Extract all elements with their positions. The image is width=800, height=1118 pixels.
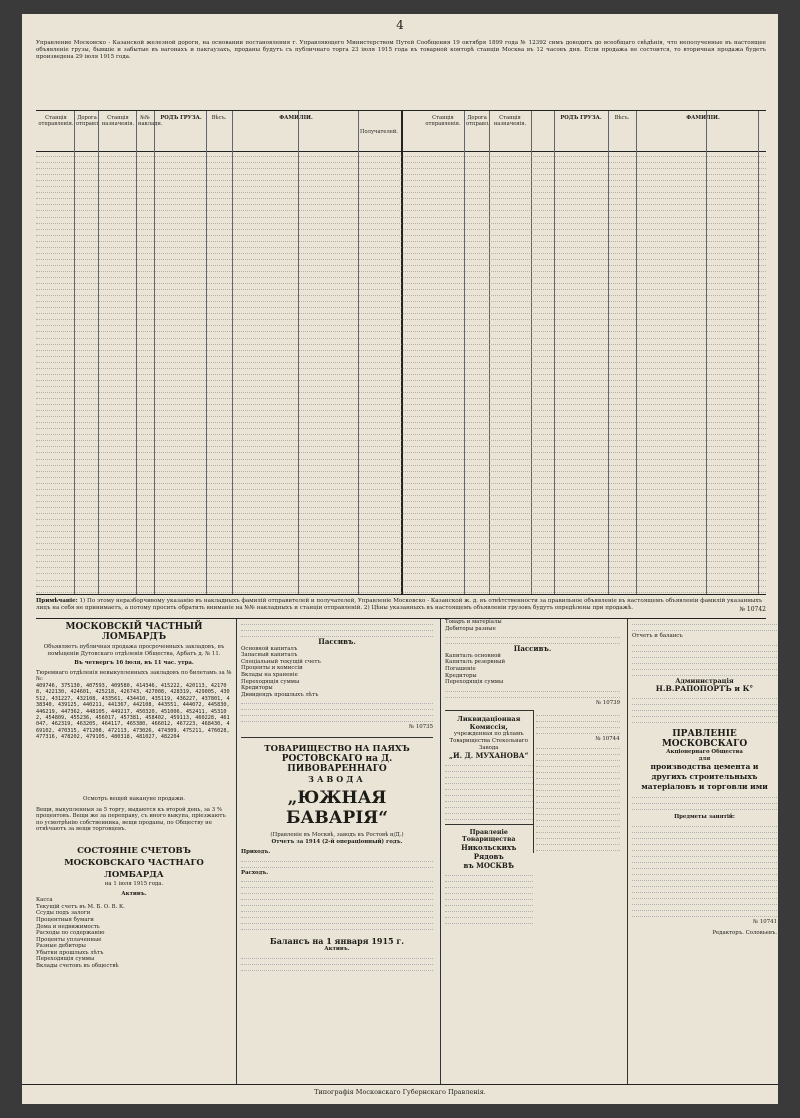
table-row: [36, 335, 766, 339]
table-row: [36, 516, 766, 520]
c3-number2: № 10744: [595, 736, 620, 743]
table-row: [36, 189, 766, 193]
board-word: для: [698, 755, 711, 762]
company-title: ТОВАРИЩЕСТВО НА ПАЯХЪ: [264, 743, 410, 754]
table-row: [36, 449, 766, 453]
expense-heading: Расходъ.: [241, 869, 269, 876]
table-row: [36, 292, 766, 296]
table-row: [36, 583, 766, 587]
items-title: Предметы занятій:: [674, 814, 735, 821]
company-address: (Правленіе въ Москвѣ, заводъ въ Ростовѣ н/Д.): [270, 831, 404, 838]
partner-name: Никольскихъ Рядовъ: [461, 843, 517, 862]
table-row: [36, 577, 766, 581]
c4-number: № 10741: [753, 918, 777, 925]
table-row: [36, 159, 766, 163]
editor: Редакторъ. Соловьевъ.: [712, 929, 777, 936]
balance-title: Балансъ на 1 января 1915 г.: [269, 936, 405, 947]
board-text: производства цемента и другихъ строительныхъ матеріаловъ и торговли ими: [641, 762, 768, 792]
statement-date: на 1 іюля 1915 года.: [104, 880, 164, 887]
c3-passiv-lines: Капиталъ основной Капиталъ резервный Погашеніе Кредиторы Переходящія суммы: [445, 652, 506, 686]
table-row: [36, 474, 766, 478]
lombard-inspection: Осмотръ вещей накануне продажи.: [83, 795, 185, 802]
header-names-left: ФАМИЛІИ.: [279, 115, 313, 121]
board-sub: Акціонернаго Общества: [666, 749, 743, 756]
liq-body: учрежденная по дѣламъ Товарищества Стекольнаго Завода: [449, 731, 528, 751]
table-row: [36, 322, 766, 326]
company-sub: РОСТОВСКАГО на Д. ПИВОВАРЕННАГО: [281, 753, 393, 774]
c3-number: № 10739: [596, 699, 620, 706]
table-row: [36, 250, 766, 254]
table-row: [36, 383, 766, 387]
header-road-right: Дорога отправл.: [466, 115, 490, 127]
table-row: [36, 244, 766, 248]
bottom-section: [36, 618, 777, 1085]
table-row: [36, 171, 766, 175]
table-row: [36, 425, 766, 429]
table-row: [36, 462, 766, 466]
table-row: [36, 540, 766, 544]
c3-top-lines: Товаръ и матеріалы Дебиторы разные: [445, 619, 502, 632]
header-road-left: Дорога отправл.: [76, 115, 100, 127]
table-row: [36, 195, 766, 199]
liq-name: „И. Д. МУХАНОВА“: [448, 751, 529, 761]
table-row: [36, 280, 766, 284]
table-row: [36, 504, 766, 508]
header-dest-right: Станція назначенія.: [493, 115, 527, 127]
statement-title: СОСТОЯНІЕ СЧЕТОВЪ МОСКОВСКАГО ЧАСТНАГО ЛОМБАРДА: [64, 845, 204, 880]
table-row: [36, 274, 766, 278]
table-row: [36, 328, 766, 332]
c4-top: Отчетъ и балансъ: [632, 633, 683, 639]
passiv-lines: Основной капиталъ Запасный капиталъ Спеціальный текущій счетъ Проценты и комиссіи Вклады на храненіе Переходящія суммы Кредиторы Дивидендъ прошлыхъ лѣтъ: [241, 645, 321, 698]
company-name: „ЮЖНАЯ БАВАРІЯ“: [285, 787, 389, 828]
table-rows: [36, 153, 766, 592]
table-row: [36, 395, 766, 399]
table-row: [36, 389, 766, 393]
table-row: [36, 558, 766, 562]
table-row: [36, 298, 766, 302]
column-mukhanov: [440, 619, 624, 1085]
table-row: [36, 564, 766, 568]
table-row: [36, 498, 766, 502]
table-row: [36, 528, 766, 532]
unclaimed-goods-table: [36, 110, 766, 595]
lombard-terms: Вещи, выкупленныя за 5 торгу, выдаются къ второй день, за 3 % процентовъ. Вещи же за переправу, съ иного выкупа, пріезжаютъ по усмотрѣнію собственника, вещи проданы, по Обществу не отвѣчаютъ за вещи торговцевъ.: [36, 806, 226, 833]
bavaria-number: № 10735: [409, 724, 433, 731]
header-weight-left: Вѣсъ.: [211, 115, 227, 121]
table-row: [36, 510, 766, 514]
table-row: [36, 437, 766, 441]
table-row: [36, 226, 766, 230]
passiv-heading: Пассивъ.: [318, 637, 356, 646]
header-names-right: ФАМИЛІИ.: [686, 115, 720, 121]
column-lombard: [36, 619, 232, 1085]
table-row: [36, 207, 766, 211]
table-row: [36, 177, 766, 181]
table-row: [36, 413, 766, 417]
table-row: [36, 365, 766, 369]
printer-footer: Типографія Московскаго Губернскаго Правленія.: [22, 1084, 778, 1096]
lombard-date: Въ четвергъ 16 іюля, въ 11 час. утра.: [74, 660, 194, 667]
announcement-intro: Управление Московско - Казанской железной дороги, на основании постановления г. Управляющего Министерством Путей Сообщения 19 октября 1899 года № 12392 симъ доводить до всеобщаго свѣдѣнія, что неполученные въ настоящее объявленiе грузы, бывшіе и забытые въ вагонахъ и пакгаузахъ, проданы будутъ съ публичнаго торга 23 іюля 1915 года въ товарной конторѣ станціи Москва въ 12 часовъ дня. Если продажа не состоится, то вторичная продажа будетъ произведена 29 іюля 1915 года.: [36, 40, 766, 60]
column-bavaria: [236, 619, 437, 1085]
c3-passiv: Пассивъ.: [513, 644, 552, 654]
company-report: Отчетъ за 1914 (2-й операціонный) годъ.: [271, 838, 403, 845]
header-recipient-left: Получателей.: [360, 129, 398, 135]
table-row: [36, 443, 766, 447]
table-row: [36, 419, 766, 423]
lombard-subtitle: Объявляетъ публичная продажа просроченныхъ закладовъ, въ помѣщеніи Дутовскаго отдѣленія Общества, Арбатъ д. № 11.: [43, 644, 225, 657]
table-row: [36, 401, 766, 405]
statement-aktiv: Активъ.: [121, 890, 147, 897]
table-row: [36, 353, 766, 357]
header-station-left: Станція отправленія.: [38, 115, 74, 127]
table-row: [36, 468, 766, 472]
board-title: ПРАВЛЕНІЕ МОСКОВСКАГО: [661, 729, 748, 750]
table-row: [36, 552, 766, 556]
table-row: [36, 183, 766, 187]
table-row: [36, 359, 766, 363]
company-word: ЗАВОДА: [308, 773, 366, 784]
income-heading: Приходъ.: [241, 849, 271, 856]
table-row: [36, 286, 766, 290]
table-row: [36, 304, 766, 308]
table-row: [36, 262, 766, 266]
adm-title: Администрація: [675, 676, 734, 685]
lombard-lead: Тюремнаго отдѣленія невыкупленныхъ закладовъ по билетамъ за №№:: [36, 669, 232, 683]
table-row: [36, 232, 766, 236]
table-row: [36, 347, 766, 351]
statement-lines: Касса Текущій счетъ въ М. Б. О. В. К. Ссуды подъ залоги Процентныя бумаги Дома и недвижимость Расходы по содержанію Проценты уплаченные Разные дебиторы Убытки прошлыхъ лѣтъ Переходящія суммы Вклады счетовъ въ обществѣ: [36, 897, 125, 970]
table-row: [36, 220, 766, 224]
lombard-title: МОСКОВСКІЙ ЧАСТНЫЙ ЛОМБАРДЪ: [65, 622, 203, 642]
table-row: [36, 165, 766, 169]
table-row: [36, 214, 766, 218]
balance-aktiv: Активъ.: [324, 946, 350, 953]
table-row: [36, 431, 766, 435]
table-row: [36, 589, 766, 593]
header-num-left: №№ накладн.: [138, 115, 163, 127]
table-row: [36, 371, 766, 375]
table-note: Примѣчаніе: 1) По этому неразборчивому указанію въ накладныхъ фамилій отправителей и получателей, Управленіе Московско - Казанской ж. д. въ отвѣтственности за правильное объявленіе въ настоящемъ объявленіи фамилій указанныхъ лицъ на себя не принимаетъ, а потому просить обратить вниманіе на №№ накладныхъ и станціи отправленій. 2) Цѣны указанныхъ въ настоящемъ объявленіи грузовъ будутъ опредѣлены при продажѣ. № 10742: [36, 598, 766, 613]
table-row: [36, 522, 766, 526]
table-row: [36, 153, 766, 157]
table-row: [36, 256, 766, 260]
table-row: [36, 341, 766, 345]
table-row: [36, 268, 766, 272]
table-row: [36, 407, 766, 411]
table-row: [36, 570, 766, 574]
table-row: [36, 316, 766, 320]
table-row: [36, 534, 766, 538]
table-row: [36, 201, 766, 205]
newspaper-page: [22, 14, 778, 1104]
header-dest-left: Станція назначенія.: [101, 115, 135, 127]
partner-title: Правленіе Товарищества: [462, 829, 516, 844]
adm-name: Н.В.РАПОПОРТЪ и К°: [655, 684, 754, 694]
lombard-tickets: 409746, 375130, 407593, 409580, 414346, 415222, 420113, 421708, 422130, 424601, 425218, 426743, 427008, 428319, 429005, 430512, 431227, 432108, 433561, 434410, 435119, 436227, 437801, 438340, 439125, 440211, 441367, 442108, 443551, 444072, 445830, 446219, 447362, 448105, 449217, 450320, 451006, 452411, 453102, 454809, 455236, 456017, 457381, 458402, 459113, 460228, 461047, 462319, 463205, 464117, 465380, 466012, 467223, 468430, 469102, 470315, 471208, 472113, 473026, 474309, 475211, 476028, 477316, 478202, 479105, 480318, 481027, 482204: [36, 682, 230, 741]
page-number: 4: [396, 18, 404, 32]
header-station-right: Станція отправленія.: [425, 115, 461, 127]
table-row: [36, 486, 766, 490]
column-cement: [627, 619, 778, 1085]
table-row: [36, 492, 766, 496]
liq-title: Ликвидаціонная Комиссія,: [457, 715, 521, 732]
table-row: [36, 310, 766, 314]
table-row: [36, 377, 766, 381]
table-row: [36, 480, 766, 484]
header-cargo-left: РОДЪ ГРУЗА.: [160, 115, 202, 121]
header-weight-right: Вѣсъ.: [614, 115, 630, 121]
table-row: [36, 546, 766, 550]
partner-city: въ МОСКВѢ: [463, 861, 515, 871]
note-number: № 10742: [739, 606, 766, 613]
table-row: [36, 238, 766, 242]
table-row: [36, 456, 766, 460]
header-cargo-right: РОДЪ ГРУЗА.: [560, 115, 602, 121]
